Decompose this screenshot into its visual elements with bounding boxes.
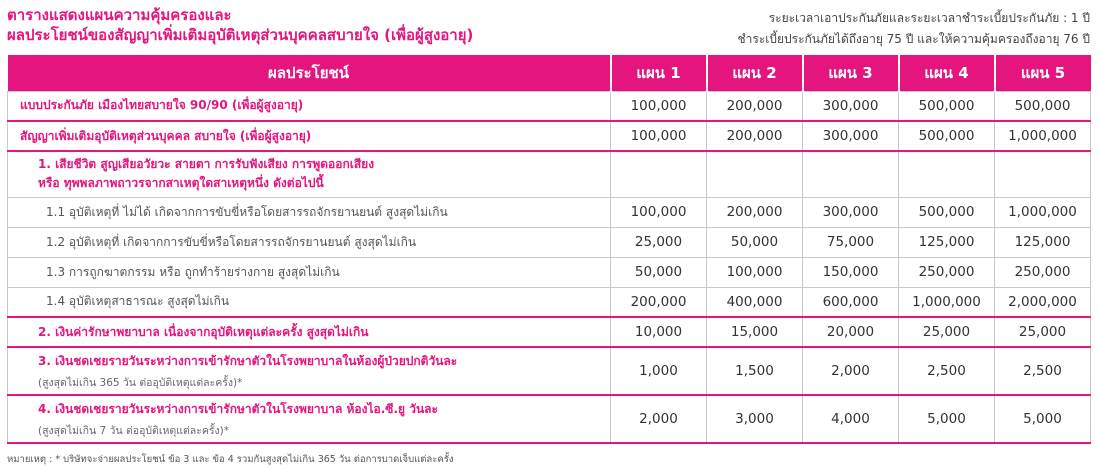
cell-plan-4: 250,000 xyxy=(899,257,995,287)
coverage-info-line-2: ชำระเบี้ยประกันภัยได้ถึงอายุ 75 ปี และให้ความคุ้มครองถึงอายุ 76 ปี xyxy=(737,32,1090,46)
footnote: หมายเหตุ : * บริษัทจะจ่ายผลประโยชน์ ข้อ 3 และ ข้อ 4 รวมกันสูงสุดไม่เกิน 365 วัน ต่อการบาดเจ็บแต่ละครั้ง xyxy=(7,454,454,465)
cell-plan-1: 1,000 xyxy=(611,347,707,395)
cell-plan-3: 300,000 xyxy=(803,121,899,151)
cell-plan-4: 125,000 xyxy=(899,227,995,257)
cell-plan-1: 10,000 xyxy=(611,317,707,347)
cell-plan-4: 2,500 xyxy=(899,347,995,395)
page-title xyxy=(7,5,473,45)
header-plan-4: แผน 4 xyxy=(899,55,995,91)
cell-plan-2: 100,000 xyxy=(707,257,803,287)
row-label: 1.1 อุบัติเหตุที่ ไม่ได้ เกิดจากการขับขี่หรือโดยสารรถจักรยานยนต์ สูงสุดไม่เกิน xyxy=(8,197,611,227)
row-label: 2. เงินค่ารักษาพยาบาล เนื่องจากอุบัติเหตุแต่ละครั้ง สูงสุดไม่เกิน xyxy=(8,317,611,347)
row-label xyxy=(8,347,611,395)
cell-plan-3: 150,000 xyxy=(803,257,899,287)
cell-plan-5: 500,000 xyxy=(995,91,1091,121)
table-row xyxy=(8,317,1091,347)
row-label: 1.3 การถูกฆาตกรรม หรือ ถูกทำร้ายร่างกาย สูงสุดไม่เกิน xyxy=(8,257,611,287)
header-benefit: ผลประโยชน์ xyxy=(8,55,611,91)
cell-plan-4: 25,000 xyxy=(899,317,995,347)
cell-plan-4: 500,000 xyxy=(899,91,995,121)
cell-plan-4: 500,000 xyxy=(899,121,995,151)
row-label xyxy=(8,151,611,197)
cell-plan-2: 1,500 xyxy=(707,347,803,395)
cell-plan-3 xyxy=(803,151,899,197)
cell-plan-3: 300,000 xyxy=(803,197,899,227)
title-line-2: ผลประโยชน์ของสัญญาเพิ่มเติมอุบัติเหตุส่วนบุคคลสบายใจ (เพื่อผู้สูงอายุ) xyxy=(7,26,474,44)
cell-plan-5: 2,000,000 xyxy=(995,287,1091,317)
table-row xyxy=(8,197,1091,227)
cell-plan-1: 100,000 xyxy=(611,197,707,227)
header-plan-3: แผน 3 xyxy=(803,55,899,91)
row-label: 1.4 อุบัติเหตุสาธารณะ สูงสุดไม่เกิน xyxy=(8,287,611,317)
cell-plan-2: 15,000 xyxy=(707,317,803,347)
row-label-line-1: 3. เงินชดเชยรายวันระหว่างการเข้ารักษาตัวในโรงพยาบาลในห้องผู้ป่วยปกติวันละ xyxy=(38,353,458,368)
cell-plan-4: 5,000 xyxy=(899,395,995,443)
cell-plan-3: 4,000 xyxy=(803,395,899,443)
cell-plan-5: 25,000 xyxy=(995,317,1091,347)
cell-plan-5: 5,000 xyxy=(995,395,1091,443)
cell-plan-2 xyxy=(707,151,803,197)
row-label xyxy=(8,395,611,443)
cell-plan-1: 25,000 xyxy=(611,227,707,257)
row-label-line-1: 1. เสียชีวิต สูญเสียอวัยวะ สายตา การรับฟังเสียง การพูดออกเสียง xyxy=(38,157,375,172)
cell-plan-2: 200,000 xyxy=(707,197,803,227)
table-row xyxy=(8,287,1091,317)
row-label-line-2: หรือ ทุพพลภาพถาวรจากสาเหตุใดสาเหตุหนึ่ง ดังต่อไปนี้ xyxy=(38,176,324,191)
row-label: สัญญาเพิ่มเติมอุบัติเหตุส่วนบุคคล สบายใจ (เพื่อผู้สูงอายุ) xyxy=(8,121,611,151)
cell-plan-3: 600,000 xyxy=(803,287,899,317)
cell-plan-2: 50,000 xyxy=(707,227,803,257)
cell-plan-4: 500,000 xyxy=(899,197,995,227)
table-row xyxy=(8,91,1091,121)
cell-plan-5 xyxy=(995,151,1091,197)
table-row xyxy=(8,395,1091,443)
header-plan-5: แผน 5 xyxy=(995,55,1091,91)
table-header-row xyxy=(8,55,1091,91)
coverage-info xyxy=(737,8,1090,50)
cell-plan-2: 200,000 xyxy=(707,121,803,151)
table-row xyxy=(8,151,1091,197)
benefits-table xyxy=(7,55,1091,444)
row-label: แบบประกันภัย เมืองไทยสบายใจ 90/90 (เพื่อผู้สูงอายุ) xyxy=(8,91,611,121)
header-plan-1: แผน 1 xyxy=(611,55,707,91)
row-label-note: (สูงสุดไม่เกิน 7 วัน ต่ออุบัติเหตุแต่ละครั้ง)* xyxy=(38,424,229,437)
cell-plan-1: 2,000 xyxy=(611,395,707,443)
cell-plan-5: 1,000,000 xyxy=(995,197,1091,227)
cell-plan-1: 50,000 xyxy=(611,257,707,287)
coverage-info-line-1: ระยะเวลาเอาประกันภัยและระยะเวลาชำระเบี้ยประกันภัย : 1 ปี xyxy=(768,11,1090,25)
cell-plan-5: 125,000 xyxy=(995,227,1091,257)
cell-plan-5: 2,500 xyxy=(995,347,1091,395)
cell-plan-3: 20,000 xyxy=(803,317,899,347)
cell-plan-2: 200,000 xyxy=(707,91,803,121)
header-plan-2: แผน 2 xyxy=(707,55,803,91)
table-row xyxy=(8,121,1091,151)
cell-plan-1: 200,000 xyxy=(611,287,707,317)
cell-plan-1: 100,000 xyxy=(611,91,707,121)
row-label-line-1: 4. เงินชดเชยรายวันระหว่างการเข้ารักษาตัวในโรงพยาบาล ห้องไอ.ซี.ยู วันละ xyxy=(38,401,438,416)
cell-plan-3: 300,000 xyxy=(803,91,899,121)
table-row xyxy=(8,227,1091,257)
cell-plan-3: 2,000 xyxy=(803,347,899,395)
cell-plan-5: 1,000,000 xyxy=(995,121,1091,151)
cell-plan-4: 1,000,000 xyxy=(899,287,995,317)
cell-plan-2: 400,000 xyxy=(707,287,803,317)
cell-plan-3: 75,000 xyxy=(803,227,899,257)
cell-plan-1 xyxy=(611,151,707,197)
table-row xyxy=(8,257,1091,287)
cell-plan-1: 100,000 xyxy=(611,121,707,151)
row-label-note: (สูงสุดไม่เกิน 365 วัน ต่ออุบัติเหตุแต่ละครั้ง)* xyxy=(38,376,243,389)
row-label: 1.2 อุบัติเหตุที่ เกิดจากการขับขี่หรือโดยสารรถจักรยานยนต์ สูงสุดไม่เกิน xyxy=(8,227,611,257)
cell-plan-4 xyxy=(899,151,995,197)
cell-plan-5: 250,000 xyxy=(995,257,1091,287)
page-header xyxy=(0,0,1099,56)
cell-plan-2: 3,000 xyxy=(707,395,803,443)
table-row xyxy=(8,347,1091,395)
title-line-1: ตารางแสดงแผนความคุ้มครองและ xyxy=(7,6,232,24)
